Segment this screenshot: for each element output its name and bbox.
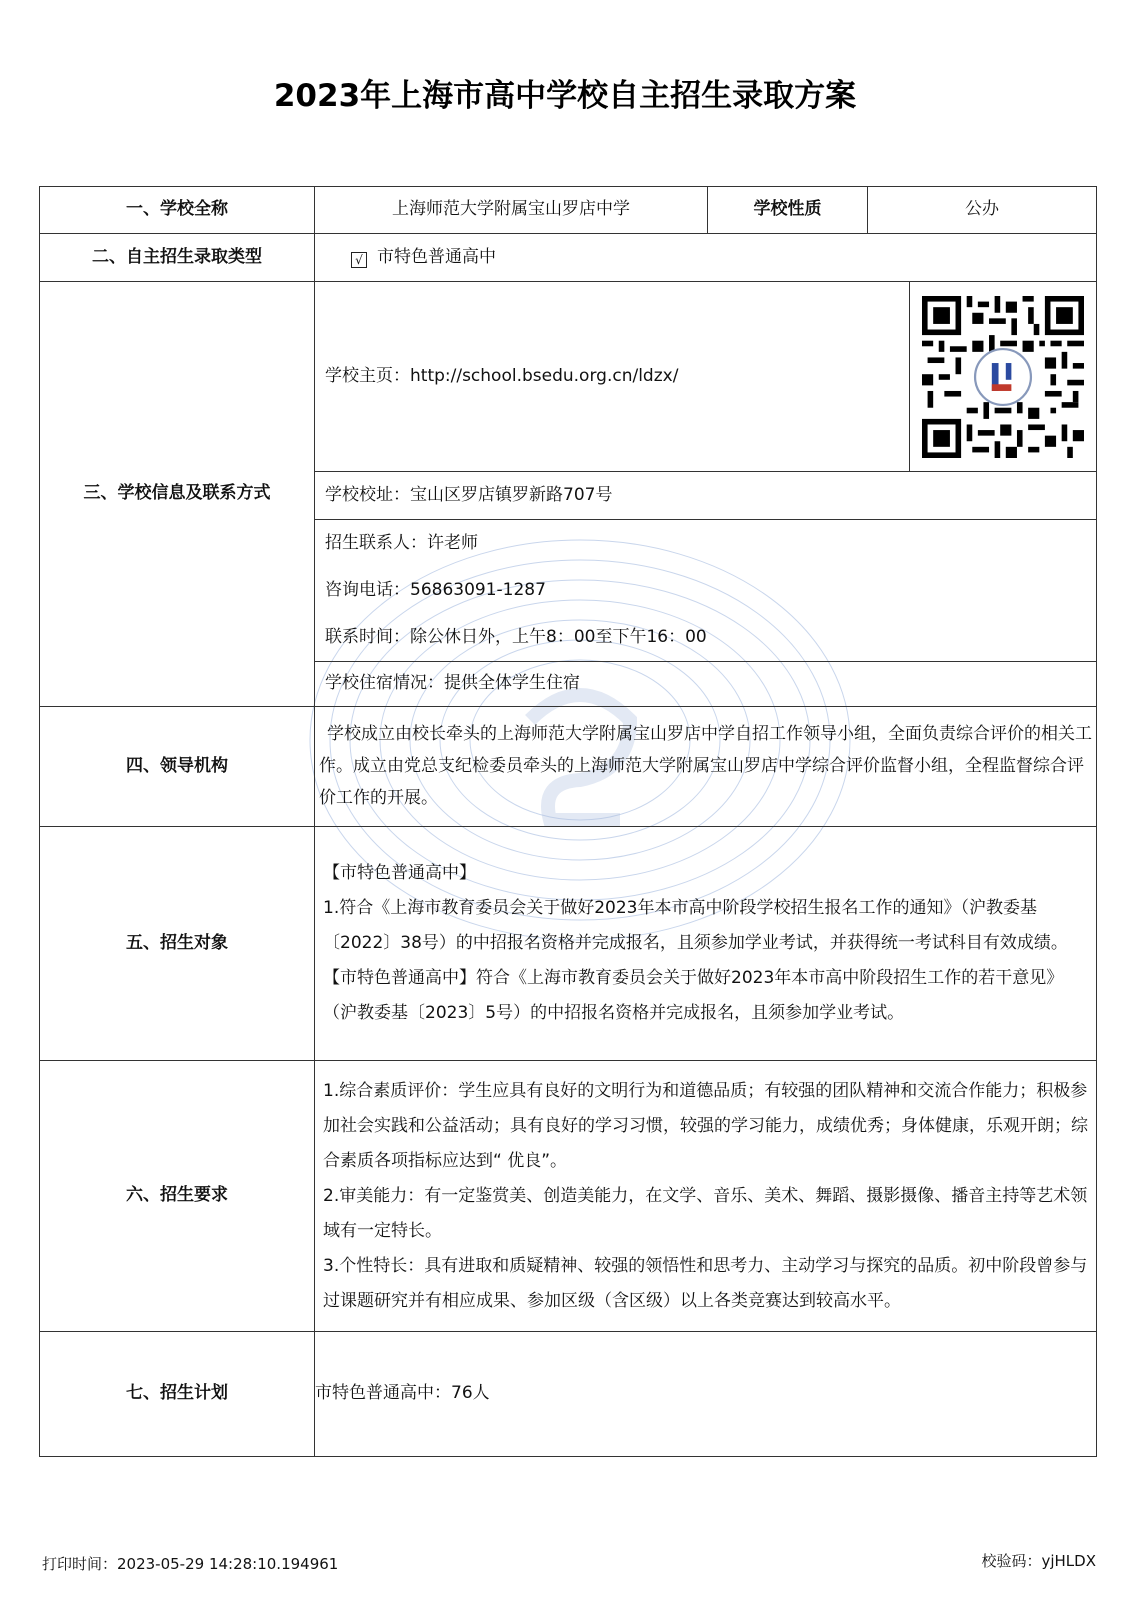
value-school-name: 上海师范大学附属宝山罗店中学: [315, 187, 708, 234]
label-plan: 七、招生计划: [40, 1332, 315, 1457]
label-admission-target: 五、招生对象: [40, 827, 315, 1061]
phone-number: 咨询电话：56863091-1287: [325, 579, 546, 600]
row-admission-type: [40, 234, 1097, 282]
label-leadership: 四、领导机构: [40, 707, 315, 827]
label-admission-type: 二、自主招生录取类型: [40, 234, 315, 282]
page-title: 2023年上海市高中学校自主招生录取方案: [273, 78, 857, 114]
row-requirements: [40, 1061, 1097, 1332]
leadership-text: 学校成立由校长牵头的上海师范大学附属宝山罗店中学自招工作领导小组，全面负责综合评价的相关工作。成立由党总支纪检委员牵头的上海师范大学附属宝山罗店中学综合评价监督小组，全程监督综合评价工作的开展。: [319, 723, 1092, 808]
homepage-row: [315, 282, 1096, 471]
admission-table: [39, 186, 1097, 1457]
label-school-type: 学校性质: [708, 187, 868, 234]
row-school-name: [40, 187, 1097, 234]
value-school-type: 公办: [868, 187, 1097, 234]
requirement-2: 2.审美能力：有一定鉴赏美、创造美能力，在文学、音乐、美术、舞蹈、摄影摄像、播音主持等艺术领域有一定特长。: [323, 1185, 1088, 1241]
lodging-info: 学校住宿情况：提供全体学生住宿: [315, 661, 1096, 706]
school-address: 学校校址：宝山区罗店镇罗新路707号: [315, 471, 1096, 519]
row-school-info: [40, 282, 1097, 707]
target-item-2: 【市特色普通高中】符合《上海市教育委员会关于做好2023年本市高中阶段招生工作的若干意见》（沪教委基〔2023〕5号）的中招报名资格并完成报名，且须参加学业考试。: [323, 968, 1064, 1023]
contact-person: 招生联系人：许老师: [325, 532, 478, 553]
target-heading: 【市特色普通高中】: [323, 863, 476, 883]
checksum: 校验码：yjHLDX: [981, 1552, 1096, 1570]
requirement-3: 3.个性特长：具有进取和质疑精神、较强的领悟性和思考力、主动学习与探究的品质。初中阶段曾参与过课题研究并有相应成果、参加区级（含区级）以上各类竞赛达到较高水平。: [323, 1255, 1088, 1311]
row-plan: [40, 1332, 1097, 1457]
requirement-1: 1.综合素质评价：学生应具有良好的文明行为和道德品质；有较强的团队精神和交流合作能力；积极参加社会实践和公益活动；具有良好的学习习惯，较强的学习能力，成绩优秀；身体健康，乐观开朗；综合素质各项指标应达到“ 优良”。: [323, 1080, 1088, 1171]
school-homepage: 学校主页：http://school.bsedu.org.cn/ldzx/: [315, 282, 910, 471]
value-admission-type: [315, 234, 1097, 282]
print-time: 打印时间：2023-05-29 14:28:10.194961: [42, 1555, 339, 1573]
qr-code: [910, 282, 1096, 471]
qr-code-icon: [922, 296, 1084, 458]
admission-type-text: 市特色普通高中: [377, 246, 496, 267]
row-leadership: [40, 707, 1097, 827]
label-requirements: 六、招生要求: [40, 1061, 315, 1332]
target-item-1: 1.符合《上海市教育委员会关于做好2023年本市高中阶段学校招生报名工作的通知》（沪教委基〔2022〕38号）的中招报名资格并完成报名，且须参加学业考试，并获得统一考试科目有效成绩。: [323, 898, 1068, 953]
label-school-info: 三、学校信息及联系方式: [40, 282, 315, 707]
row-admission-target: [40, 827, 1097, 1061]
checkbox-checked-icon: √: [351, 252, 367, 268]
value-plan: 市特色普通高中：76人: [315, 1332, 1097, 1457]
label-school-name: 一、学校全称: [40, 187, 315, 234]
contact-hours: 联系时间：除公休日外，上午8：00至下午16：00: [325, 626, 707, 647]
